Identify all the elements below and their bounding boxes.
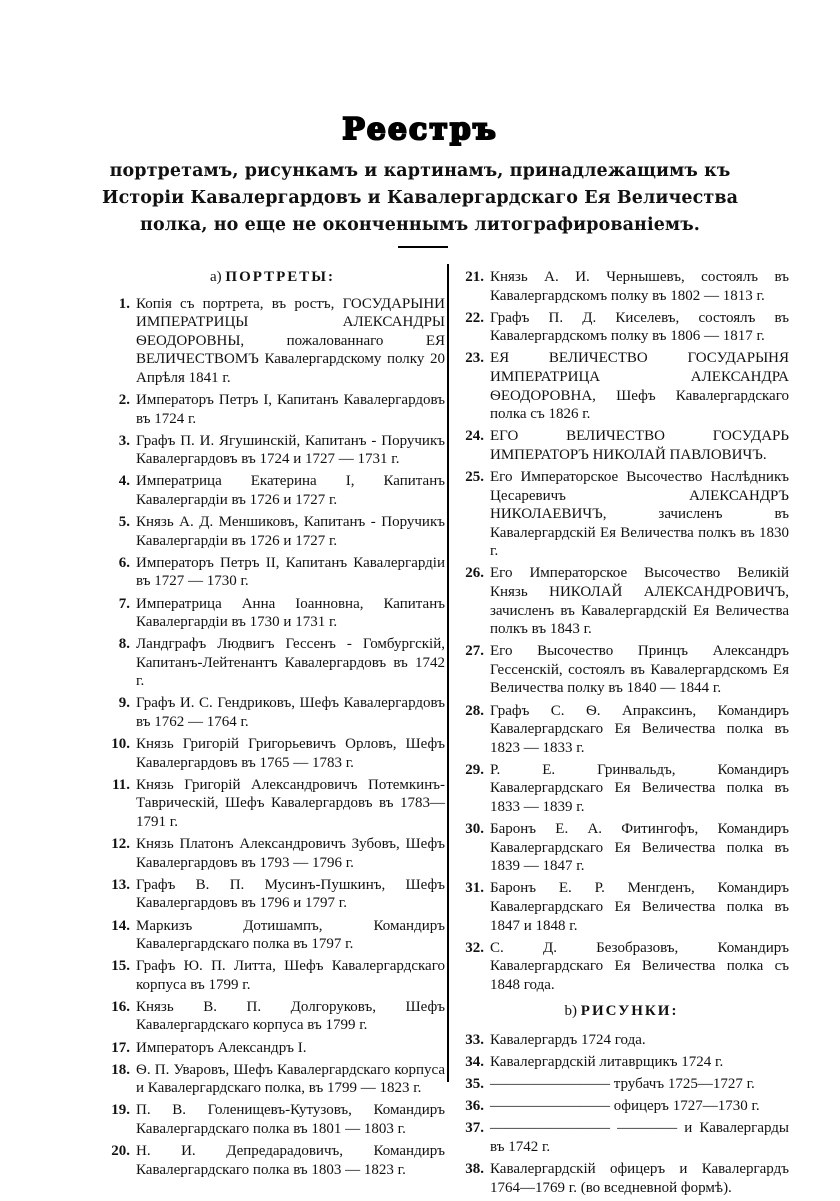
section-b-heading (454, 1002, 789, 1021)
section-b-title: РИСУНКИ: (580, 1003, 679, 1020)
entry-text: Н. И. Депредарадовичъ, Командиръ Кавалергардскаго полка въ 1803 — 1823 г. (136, 1143, 445, 1178)
entry-number: 35. (465, 1076, 484, 1093)
list-item (100, 998, 445, 1035)
section-b-letter: b) (564, 1003, 578, 1020)
entry-text: П. В. Голенищевъ-Кутузовъ, Командиръ Кавалергардскаго полка въ 1801 — 1803 г. (136, 1102, 445, 1137)
entry-number: 15. (111, 958, 130, 975)
entry-number: 14. (111, 917, 130, 934)
list-item (100, 957, 445, 994)
list-item (100, 432, 445, 469)
entry-number: 11. (112, 776, 130, 793)
section-a-letter: а) (210, 269, 222, 285)
entry-text: ЕЯ ВЕЛИЧЕСТВО ГОСУДАРЫНЯ ИМПЕРАТРИЦА АЛЕКСАНДРА ѲЕОДОРОВНА, Шефъ Кавалергардскаго полка съ 1826 г. (490, 350, 789, 423)
entry-text: Князь Григорій Александровичъ Потемкинъ-Таврическій, Шефъ Кавалергардовъ въ 1783—1791 г. (136, 776, 445, 831)
list-item (100, 472, 445, 509)
entry-number: 12. (111, 836, 130, 853)
entry-number: 27. (465, 643, 484, 660)
list-item (454, 1075, 789, 1094)
entry-text: Князь В. П. Долгоруковъ, Шефъ Кавалергардскаго корпуса въ 1799 г. (136, 998, 445, 1034)
left-column (100, 268, 445, 1183)
list-item (100, 1101, 445, 1138)
entry-text: Кавалергардскій литаврщикъ 1724 г. (490, 1054, 724, 1071)
entry-text: Графъ П. Д. Киселевъ, состоялъ въ Кавалергардскомъ полку въ 1806 — 1817 г. (490, 309, 789, 345)
list-item (454, 1031, 789, 1050)
list-item (454, 1119, 789, 1156)
entry-text: Графъ Ю. П. Литта, Шефъ Кавалергардскаго корпуса въ 1799 г. (136, 958, 445, 993)
entry-text: Его Императорское Высочество Великій Князь НИКОЛАЙ АЛЕКСАНДРОВИЧЪ, зачисленъ въ Кавалергардскій Ея Величества полкъ въ 1843 г. (490, 565, 789, 638)
list-item (100, 513, 445, 550)
entry-text: Князь Платонъ Александровичъ Зубовъ, Шефъ Кавалергардовъ въ 1793 — 1796 г. (136, 836, 445, 871)
list-item (454, 879, 789, 935)
entry-text: Князь А. И. Чернышевъ, состоялъ въ Кавалергардскомъ полку въ 1802 — 1813 г. (490, 269, 789, 304)
list-item (100, 835, 445, 872)
entry-text: С. Д. Безобразовъ, Командиръ Кавалергардскаго Ея Величества полка съ 1848 года. (490, 939, 789, 993)
entry-number: 34. (465, 1054, 484, 1071)
entry-text: Императрица Анна Іоанновна, Капитанъ Кавалергардіи въ 1730 и 1731 г. (136, 595, 445, 631)
list-item (454, 1097, 789, 1116)
entry-number: 1. (118, 295, 130, 312)
list-item (100, 735, 445, 772)
entry-number: 20. (111, 1143, 130, 1160)
entry-number: 7. (118, 595, 130, 612)
section-a-title: ПОРТРЕТЫ: (225, 269, 335, 285)
list-item (454, 427, 789, 464)
entry-number: 37. (465, 1120, 484, 1137)
entry-number: 36. (465, 1098, 484, 1115)
entry-text: Р. Е. Гринвальдъ, Командиръ Кавалергардскаго Ея Величества полка въ 1833 — 1839 г. (490, 761, 789, 816)
entry-text: ———————— ———— и Кавалергарды въ 1742 г. (490, 1120, 789, 1156)
entry-number: 4. (118, 473, 130, 490)
entry-number: 8. (118, 636, 130, 653)
entry-number: 6. (118, 554, 130, 571)
entry-number: 9. (118, 695, 130, 712)
entry-number: 13. (111, 876, 130, 893)
entry-text: Маркизъ Дотишампъ, Командиръ Кавалергардскаго полка въ 1797 г. (136, 917, 445, 953)
entry-number: 5. (118, 514, 130, 531)
entry-text: Графъ В. П. Мусинъ-Пушкинъ, Шефъ Кавалергардовъ въ 1796 и 1797 г. (136, 876, 445, 912)
document-title: Реестръ (342, 112, 498, 147)
list-item (100, 776, 445, 832)
list-item (454, 939, 789, 995)
right-column (454, 268, 789, 1201)
list-item (100, 1142, 445, 1179)
list-item (454, 309, 789, 346)
entry-text: Баронъ Е. Р. Менгденъ, Командиръ Кавалергардскаго Ея Величества полка въ 1847 и 1848 г. (490, 880, 789, 934)
list-item (100, 635, 445, 691)
entry-number: 21. (465, 269, 484, 285)
list-item (100, 876, 445, 913)
entry-number: 2. (118, 392, 130, 409)
list-item (454, 349, 789, 423)
entry-text: Императоръ Петръ I, Капитанъ Кавалергардовъ въ 1724 г. (136, 392, 445, 427)
list-item (100, 1039, 445, 1058)
entry-number: 38. (465, 1161, 484, 1178)
list-item (454, 468, 789, 561)
entry-number: 18. (111, 1061, 130, 1078)
entry-text: Князь А. Д. Меншиковъ, Капитанъ - Поручикъ Кавалергардіи въ 1726 и 1727 г. (136, 514, 445, 549)
entry-number: 22. (465, 309, 484, 326)
entry-text: Ландграфъ Людвигъ Гессенъ - Гомбургскій, Капитанъ-Лейтенантъ Кавалергардовъ въ 1742 г. (136, 636, 445, 690)
list-item (100, 391, 445, 428)
entry-text: Его Высочество Принцъ Александръ Гессенскій, состоялъ въ Кавалергардскомъ Ея Величества полку въ 1840 — 1844 г. (490, 643, 789, 697)
list-item (454, 564, 789, 638)
section-a-heading (100, 268, 445, 287)
entry-number: 30. (465, 821, 484, 838)
list-item (454, 1160, 789, 1197)
entry-text: Графъ И. С. Гендриковъ, Шефъ Кавалергардовъ въ 1762 — 1764 г. (136, 695, 445, 731)
list-item (100, 595, 445, 632)
entry-text: Князь Григорій Григорьевичъ Орловъ, Шефъ Кавалергардовъ въ 1765 — 1783 г. (136, 736, 445, 771)
entry-number: 25. (465, 468, 484, 485)
portraits-list-left (100, 295, 445, 1180)
list-item (100, 917, 445, 954)
entry-number: 23. (465, 350, 484, 367)
entry-number: 16. (111, 998, 130, 1015)
portraits-list-right (454, 268, 789, 994)
entry-text: Копія съ портрета, въ ростъ, ГОСУДАРЫНИ ИМПЕРАТРИЦЫ АЛЕКСАНДРЫ ѲЕОДОРОВНЫ, пожалованнаго ЕЯ ВЕЛИЧЕСТВОМЪ Кавалергардскому полку 20 Апрѣля 1841 г. (136, 295, 445, 386)
entry-text: Его Императорское Высочество Наслѣдникъ Цесаревичъ АЛЕКСАНДРЪ НИКОЛАЕВИЧЪ, зачисленъ въ Кавалергардскій Ея Величества полкъ въ 1830 г. (490, 468, 789, 560)
list-item (454, 642, 789, 698)
list-item (454, 268, 789, 305)
entry-number: 3. (118, 432, 130, 449)
entry-number: 26. (465, 565, 484, 582)
column-divider (447, 264, 449, 1082)
entry-text: ЕГО ВЕЛИЧЕСТВО ГОСУДАРЬ ИМПЕРАТОРЪ НИКОЛАЙ ПАВЛОВИЧЪ. (490, 428, 789, 463)
list-item (454, 761, 789, 817)
entry-number: 24. (465, 428, 484, 445)
list-item (454, 820, 789, 876)
entry-text: Императоръ Петръ II, Капитанъ Кавалергардіи въ 1727 — 1730 г. (136, 554, 445, 590)
entry-number: 31. (465, 880, 484, 897)
list-item (100, 694, 445, 731)
list-item (454, 1053, 789, 1072)
drawings-list (454, 1031, 789, 1197)
entry-text: Ѳ. П. Уваровъ, Шефъ Кавалергардскаго корпуса и Кавалергардскаго полка, въ 1799 — 1823 г. (136, 1061, 445, 1097)
entry-number: 33. (465, 1032, 484, 1049)
entry-text: Императоръ Александръ I. (136, 1039, 307, 1056)
list-item (100, 1061, 445, 1098)
entry-text: Графъ П. И. Ягушинскій, Капитанъ - Поручикъ Кавалергардовъ въ 1724 и 1727 — 1731 г. (136, 432, 445, 468)
entry-number: 29. (465, 761, 484, 778)
entry-text: ———————— офицеръ 1727—1730 г. (490, 1098, 760, 1115)
entry-text: ———————— трубачъ 1725—1727 г. (490, 1076, 755, 1093)
entry-number: 19. (111, 1102, 130, 1119)
entry-text: Кавалергардъ 1724 года. (490, 1032, 646, 1049)
entry-text: Кавалергардскій офицеръ и Кавалергардъ 1764—1769 г. (во вседневной формѣ). (490, 1161, 789, 1196)
document-subtitle: портретамъ, рисункамъ и картинамъ, принадлежащимъ къ Исторіи Кавалергардовъ и Кавалергардскаго Ея Величества полка, но еще не оконченнымъ литографированіемъ. (101, 161, 739, 235)
entry-number: 32. (465, 939, 484, 956)
list-item (100, 295, 445, 388)
list-item (454, 702, 789, 758)
entry-text: Баронъ Е. А. Фитингофъ, Командиръ Кавалергардскаго Ея Величества полка въ 1839 — 1847 г. (490, 821, 789, 875)
entry-number: 10. (111, 736, 130, 753)
list-item (100, 554, 445, 591)
entry-number: 17. (111, 1039, 130, 1056)
entry-text: Графъ С. Ѳ. Апраксинъ, Командиръ Кавалергардскаго Ея Величества полка въ 1823 — 1833 г. (490, 702, 789, 756)
title-rule (398, 246, 448, 248)
entry-text: Императрица Екатерина I, Капитанъ Кавалергардіи въ 1726 и 1727 г. (136, 473, 445, 509)
entry-number: 28. (465, 702, 484, 719)
